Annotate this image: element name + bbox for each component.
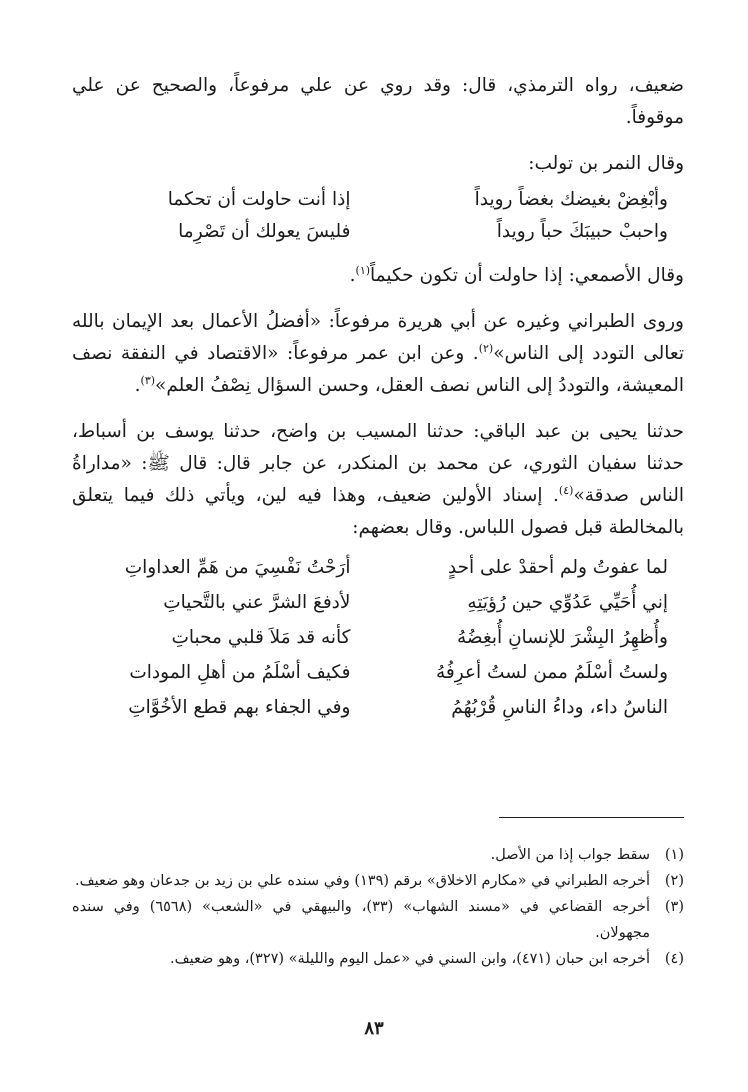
footnote-text: أخرجه الطبراني في «مكارم الاخلاق» برقم (١٣٩) وفي سنده علي بن زيد بن جدعان وهو ضعيف.	[75, 873, 650, 889]
footnote-text: أخرجه القضاعي في «مسند الشهاب» (٣٣)، والبيهقي في «الشعب» (٦٥٦٨) وفي سنده مجهولان.	[72, 899, 650, 941]
verse-line	[72, 585, 684, 620]
footnote-number: (٢)	[664, 873, 684, 889]
footnote	[72, 842, 684, 868]
paragraph-2-text: وقال الأصمعي: إذا حاولت أن تكون حكيماً	[370, 265, 684, 286]
verse-second-hemistich: أرَحْتُ نَفْسِيَ من هَمِّ العداواتِ	[124, 557, 351, 578]
footnote-text: سقط جواب إذا من الأصل.	[490, 847, 650, 863]
paragraph-1: ضعيف، رواه الترمذي، قال: وقد روي عن علي مرفوعاً، والصحيح عن علي موقوفاً.	[72, 75, 684, 128]
poem-2	[72, 550, 684, 725]
verse-line	[72, 184, 684, 216]
paragraph-4-text-a: حدثنا يحيى بن عبد الباقي: حدثنا المسيب بن واضح، حدثنا يوسف بن أسباط، حدثنا سفيان الثوري، عن محمد بن المنكدر، عن جابر قال: قال ﷺ: «مداراةُ الناس صدقة»	[72, 421, 684, 506]
verse-first-hemistich: وأبْغِضْ بغيضك بغضاً رويداً	[474, 189, 668, 210]
poem-intro: وقال النمر بن تولب:	[528, 153, 684, 174]
verse-line	[72, 620, 684, 655]
footnote-separator	[499, 817, 684, 818]
verse-first-hemistich: إني أُحَيِّي عَدُوِّي حين رُؤيَتِهِ	[467, 592, 668, 613]
paragraph-3-text-a: وروى الطبراني وغيره عن أبي هريرة مرفوعاً: «أفضلُ الأعمال بعد الإيمان بالله تعالى التودد إلى الناس»	[72, 311, 684, 364]
verse-first-hemistich: ولستُ أسْلَمُ ممن لستُ أعرِفُهُ	[436, 662, 668, 683]
paragraph-4	[72, 416, 684, 544]
verse-second-hemistich: إذا أنت حاولت أن تحكما	[167, 189, 351, 210]
verse-line	[72, 216, 684, 248]
verse-second-hemistich: كأنه قد مَلاَ قلبي محباتِ	[171, 627, 351, 648]
verse-second-hemistich: فكيف أسْلَمُ من أهلِ المودات	[129, 662, 351, 683]
paragraph-3-text-b: . وعن ابن عمر مرفوعاً: «الاقتصاد في النفقة نصف المعيشة، والتوددُ إلى الناس نصف العقل، وحسن السؤال نِصْفُ العلم»	[72, 343, 684, 396]
paragraph-2	[72, 260, 684, 292]
footnote-ref-1[interactable]: (١)	[355, 263, 371, 277]
footnotes	[72, 842, 684, 972]
paragraph-3-end: .	[134, 375, 141, 396]
verse-first-hemistich: الناسُ داء، وداءُ الناسِ قُرْبُهُمُ	[451, 697, 668, 718]
verse-first-hemistich: لما عفوتُ ولم أحقدْ على أحدٍ	[447, 557, 668, 578]
footnote	[72, 868, 684, 894]
footnote-number: (٤)	[664, 951, 684, 967]
paragraph-4-text-b: . إسناد الأولين ضعيف، وهذا فيه لين، ويأتي ذلك فيما يتعلق بالمخالطة قبل فصول اللباس. وقال بعضهم:	[72, 485, 684, 538]
page-number: ٨٣	[364, 1018, 384, 1039]
footnote-number: (١)	[664, 847, 684, 863]
footnote-number: (٣)	[664, 899, 684, 915]
verse-line	[72, 690, 684, 725]
footnote-ref-4[interactable]: (٤)	[558, 483, 574, 497]
footnote	[72, 894, 684, 946]
footnote-ref-2[interactable]: (٢)	[478, 341, 494, 355]
verse-line	[72, 550, 684, 585]
footnote-ref-3[interactable]: (٣)	[140, 373, 156, 387]
footnote	[72, 946, 684, 972]
verse-second-hemistich: وفي الجفاء بهم قطع الأخُوَّاتِ	[128, 697, 351, 718]
verse-first-hemistich: واحببْ حبيبَكَ حباً رويداً	[496, 221, 668, 242]
verse-line	[72, 655, 684, 690]
verse-second-hemistich: لأدفعَ الشرَّ عني بالتَّحياتِ	[163, 592, 351, 613]
paragraph-2-end: .	[349, 265, 356, 286]
poem-1	[72, 184, 684, 248]
verse-second-hemistich: فليسَ يعولك أن تَصْرِما	[178, 221, 351, 242]
verse-first-hemistich: وأُظهِرُ البِشْرَ للإنسانِ أُبغِضُهُ	[457, 627, 668, 648]
footnote-text: أخرجه ابن حبان (٤٧١)، وابن السني في «عمل اليوم والليلة» (٣٢٧)، وهو ضعيف.	[170, 951, 650, 967]
paragraph-3	[72, 306, 684, 402]
